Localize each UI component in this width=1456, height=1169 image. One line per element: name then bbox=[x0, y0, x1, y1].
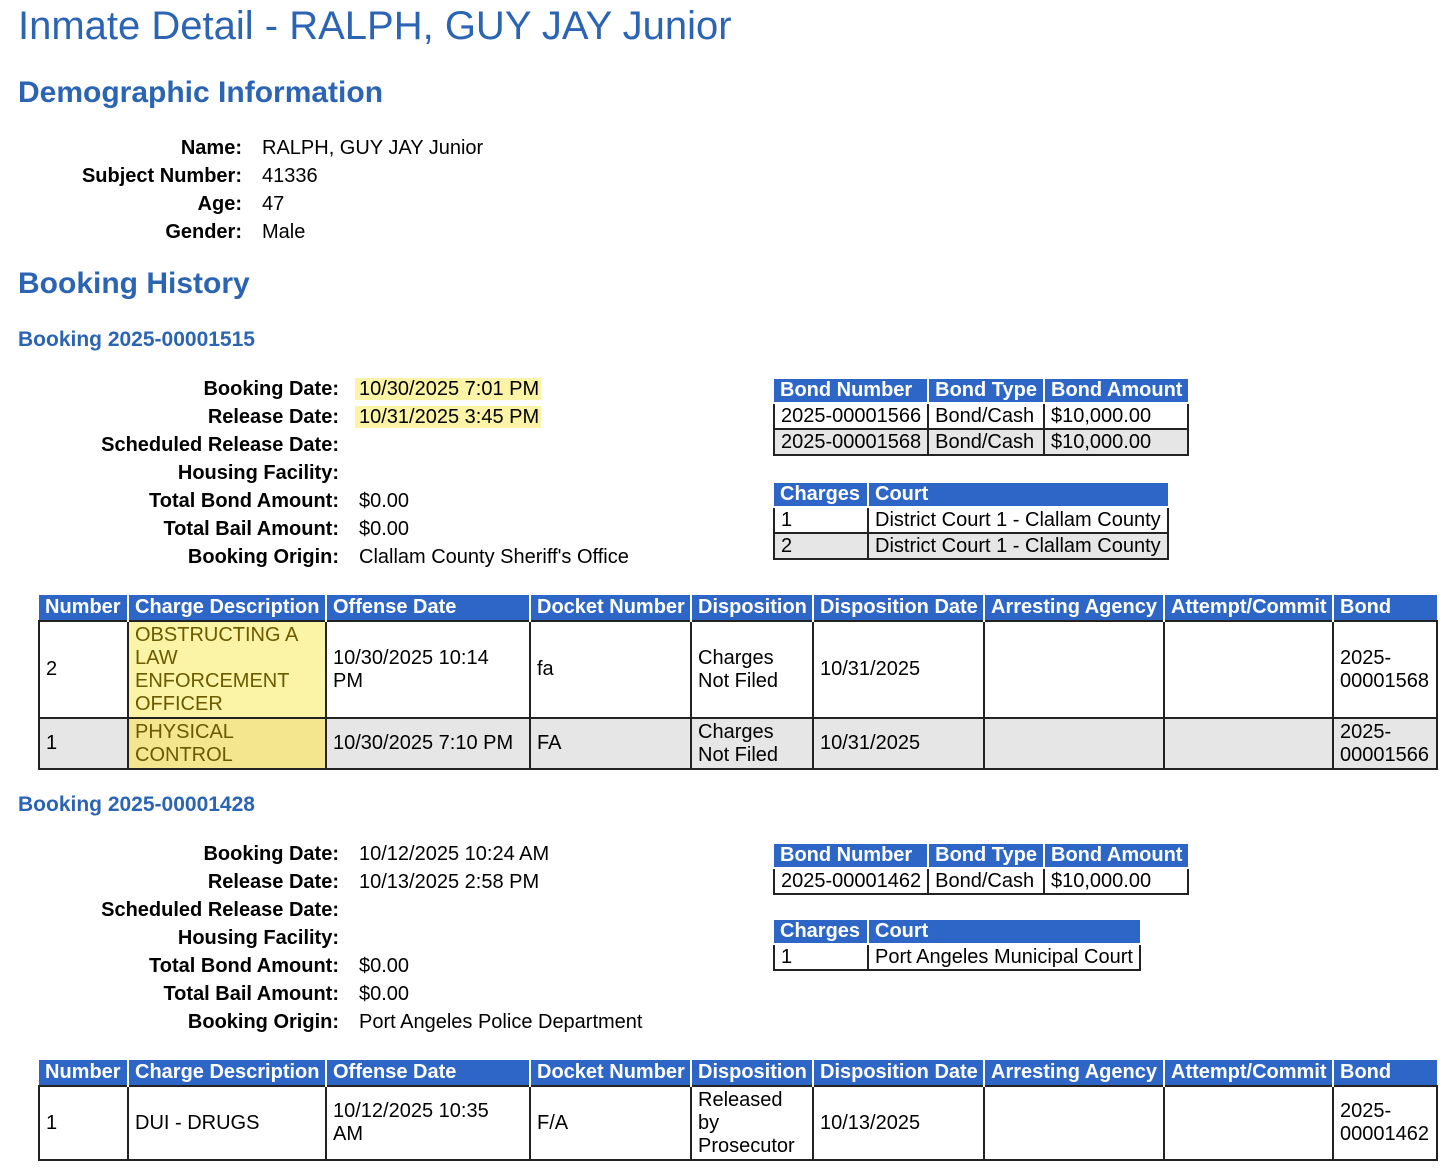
field-value: Clallam County Sheriff's Office bbox=[359, 546, 629, 568]
offense-date: 10/30/2025 10:14 PM bbox=[326, 621, 530, 718]
column-header-offense-date: Offense Date bbox=[326, 595, 530, 621]
attempt-commit bbox=[1164, 718, 1333, 769]
court-table bbox=[773, 483, 1169, 560]
field-value: 47 bbox=[262, 193, 285, 215]
court-table-header bbox=[774, 483, 1168, 507]
field-label: Booking Date: bbox=[203, 843, 339, 865]
field-value: 10/13/2025 2:58 PM bbox=[359, 871, 540, 893]
page-title: Inmate Detail - RALPH, GUY JAY Junior bbox=[18, 4, 732, 48]
charges-table-header bbox=[39, 595, 1437, 621]
court-table bbox=[773, 920, 1141, 971]
field-value: 41336 bbox=[262, 165, 318, 187]
booking-info-row bbox=[0, 515, 629, 543]
charge-number: 2 bbox=[39, 621, 128, 718]
bond-amount: $10,000.00 bbox=[1044, 429, 1188, 455]
court-row bbox=[774, 507, 1168, 533]
bond-amount: $10,000.00 bbox=[1044, 403, 1188, 429]
field-value: $0.00 bbox=[359, 983, 410, 1005]
highlighted-value: 10/31/2025 3:45 PM bbox=[355, 406, 541, 428]
column-header-bond: Bond bbox=[1333, 595, 1437, 621]
demographic-info bbox=[0, 134, 483, 246]
bond-row bbox=[774, 403, 1188, 429]
charge-row bbox=[39, 621, 1437, 718]
highlighted-value: 10/30/2025 7:01 PM bbox=[355, 378, 541, 400]
field-label: Name: bbox=[180, 137, 242, 159]
column-header-arresting-agency: Arresting Agency bbox=[984, 1060, 1164, 1086]
court-row bbox=[774, 944, 1140, 970]
booking-info-row bbox=[0, 487, 629, 515]
docket-number: F/A bbox=[530, 1086, 691, 1160]
disposition-date: 10/31/2025 bbox=[813, 621, 984, 718]
column-header-bond-amount: Bond Amount bbox=[1044, 379, 1188, 403]
charge-row bbox=[39, 718, 1437, 769]
charge-description: OBSTRUCTING A LAW ENFORCEMENT OFFICER bbox=[128, 621, 326, 718]
column-header-bond-number: Bond Number bbox=[774, 379, 928, 403]
booking-heading: Booking 2025-00001428 bbox=[18, 793, 255, 816]
charge-description: PHYSICAL CONTROL bbox=[128, 718, 326, 769]
docket-number: fa bbox=[530, 621, 691, 718]
booking-heading: Booking 2025-00001515 bbox=[18, 328, 255, 351]
booking-info-row bbox=[0, 403, 629, 431]
field-label: Subject Number: bbox=[81, 165, 242, 187]
bond-number: 2025-00001462 bbox=[774, 868, 928, 894]
field-value: $0.00 bbox=[359, 490, 410, 512]
offense-date: 10/12/2025 10:35 AM bbox=[326, 1086, 530, 1160]
attempt-commit bbox=[1164, 1086, 1333, 1160]
disposition: Released by Prosecutor bbox=[691, 1086, 813, 1160]
booking-info-row bbox=[0, 980, 643, 1008]
booking-info bbox=[0, 375, 629, 571]
booking-info-row bbox=[0, 952, 643, 980]
bond-table bbox=[773, 844, 1189, 895]
docket-number: FA bbox=[530, 718, 691, 769]
field-value: $0.00 bbox=[359, 955, 410, 977]
field-label: Total Bond Amount: bbox=[149, 955, 339, 977]
bond-amount: $10,000.00 bbox=[1044, 868, 1188, 894]
bond-type: Bond/Cash bbox=[928, 429, 1044, 455]
disposition: Charges Not Filed bbox=[691, 718, 813, 769]
field-value bbox=[359, 431, 629, 459]
field-label: Booking Date: bbox=[203, 378, 339, 400]
field-value: RALPH, GUY JAY Junior bbox=[262, 137, 484, 159]
disposition: Charges Not Filed bbox=[691, 621, 813, 718]
column-header-charge-description: Charge Description bbox=[128, 595, 326, 621]
charge-row bbox=[39, 1086, 1437, 1160]
column-header-charges: Charges bbox=[774, 483, 868, 507]
column-header-disposition-date: Disposition Date bbox=[813, 1060, 984, 1086]
field-label: Gender: bbox=[165, 221, 242, 243]
charge-number: 1 bbox=[39, 718, 128, 769]
bond-type: Bond/Cash bbox=[928, 868, 1044, 894]
column-header-bond-type: Bond Type bbox=[928, 844, 1044, 868]
booking-info-row bbox=[0, 431, 629, 459]
bond-table bbox=[773, 379, 1189, 456]
booking-info-row bbox=[0, 924, 643, 952]
booking-info-row bbox=[0, 543, 629, 571]
column-header-number: Number bbox=[39, 595, 128, 621]
bond-table-header bbox=[774, 844, 1188, 868]
demographic-row bbox=[0, 134, 483, 162]
bond-table-header bbox=[774, 379, 1188, 403]
field-value bbox=[359, 924, 643, 952]
column-header-court: Court bbox=[868, 920, 1140, 944]
column-header-arresting-agency: Arresting Agency bbox=[984, 595, 1164, 621]
field-value bbox=[359, 459, 629, 487]
field-value: Port Angeles Police Department bbox=[359, 1011, 643, 1033]
column-header-bond-type: Bond Type bbox=[928, 379, 1044, 403]
disposition-date: 10/31/2025 bbox=[813, 718, 984, 769]
disposition-date: 10/13/2025 bbox=[813, 1086, 984, 1160]
column-header-docket-number: Docket Number bbox=[530, 1060, 691, 1086]
column-header-disposition-date: Disposition Date bbox=[813, 595, 984, 621]
court-table-header bbox=[774, 920, 1140, 944]
field-value: Male bbox=[262, 221, 306, 243]
booking-info-row bbox=[0, 375, 629, 403]
column-header-attempt-commit: Attempt/Commit bbox=[1164, 595, 1333, 621]
booking-info-row bbox=[0, 896, 643, 924]
bond-row bbox=[774, 429, 1188, 455]
column-header-number: Number bbox=[39, 1060, 128, 1086]
charge-count: 1 bbox=[774, 944, 868, 970]
charge-count: 2 bbox=[774, 533, 868, 559]
field-label: Total Bond Amount: bbox=[149, 490, 339, 512]
bond-number: 2025-00001568 bbox=[774, 429, 928, 455]
demographic-row bbox=[0, 190, 483, 218]
arresting-agency bbox=[984, 621, 1164, 718]
demographic-row bbox=[0, 218, 483, 246]
bond-ref: 2025-00001566 bbox=[1333, 718, 1437, 769]
arresting-agency bbox=[984, 1086, 1164, 1160]
field-value bbox=[359, 403, 629, 431]
column-header-bond-amount: Bond Amount bbox=[1044, 844, 1188, 868]
column-header-court: Court bbox=[868, 483, 1168, 507]
column-header-disposition: Disposition bbox=[691, 595, 813, 621]
booking-history-heading: Booking History bbox=[18, 267, 250, 300]
court-name: District Court 1 - Clallam County bbox=[868, 507, 1168, 533]
field-label: Release Date: bbox=[207, 871, 339, 893]
charges-table-header bbox=[39, 1060, 1437, 1086]
column-header-disposition: Disposition bbox=[691, 1060, 813, 1086]
bond-type: Bond/Cash bbox=[928, 403, 1044, 429]
demographic-row bbox=[0, 162, 483, 190]
field-value: 10/12/2025 10:24 AM bbox=[359, 843, 550, 865]
field-label: Release Date: bbox=[207, 406, 339, 428]
column-header-charges: Charges bbox=[774, 920, 868, 944]
booking-info-row bbox=[0, 868, 643, 896]
bond-row bbox=[774, 868, 1188, 894]
field-label: Scheduled Release Date: bbox=[101, 434, 339, 456]
field-label: Age: bbox=[197, 193, 242, 215]
bond-number: 2025-00001566 bbox=[774, 403, 928, 429]
court-row bbox=[774, 533, 1168, 559]
column-header-offense-date: Offense Date bbox=[326, 1060, 530, 1086]
field-label: Scheduled Release Date: bbox=[101, 899, 339, 921]
column-header-docket-number: Docket Number bbox=[530, 595, 691, 621]
charges-table bbox=[38, 1060, 1438, 1161]
booking-info bbox=[0, 840, 643, 1036]
column-header-attempt-commit: Attempt/Commit bbox=[1164, 1060, 1333, 1086]
field-label: Housing Facility: bbox=[177, 927, 339, 949]
bond-ref: 2025-00001568 bbox=[1333, 621, 1437, 718]
offense-date: 10/30/2025 7:10 PM bbox=[326, 718, 530, 769]
booking-info-row bbox=[0, 459, 629, 487]
field-value: $0.00 bbox=[359, 518, 410, 540]
field-label: Booking Origin: bbox=[187, 546, 339, 568]
charge-count: 1 bbox=[774, 507, 868, 533]
field-label: Total Bail Amount: bbox=[163, 518, 339, 540]
booking-info-row bbox=[0, 840, 643, 868]
charges-table bbox=[38, 595, 1438, 770]
court-name: District Court 1 - Clallam County bbox=[868, 533, 1168, 559]
attempt-commit bbox=[1164, 621, 1333, 718]
arresting-agency bbox=[984, 718, 1164, 769]
field-value bbox=[359, 375, 629, 403]
field-label: Booking Origin: bbox=[187, 1011, 339, 1033]
column-header-charge-description: Charge Description bbox=[128, 1060, 326, 1086]
court-name: Port Angeles Municipal Court bbox=[868, 944, 1140, 970]
field-value bbox=[359, 896, 643, 924]
charge-description: DUI - DRUGS bbox=[128, 1086, 326, 1160]
booking-info-row bbox=[0, 1008, 643, 1036]
demographic-heading: Demographic Information bbox=[18, 76, 384, 109]
column-header-bond: Bond bbox=[1333, 1060, 1437, 1086]
field-label: Housing Facility: bbox=[177, 462, 339, 484]
field-label: Total Bail Amount: bbox=[163, 983, 339, 1005]
charge-number: 1 bbox=[39, 1086, 128, 1160]
bond-ref: 2025-00001462 bbox=[1333, 1086, 1437, 1160]
column-header-bond-number: Bond Number bbox=[774, 844, 928, 868]
